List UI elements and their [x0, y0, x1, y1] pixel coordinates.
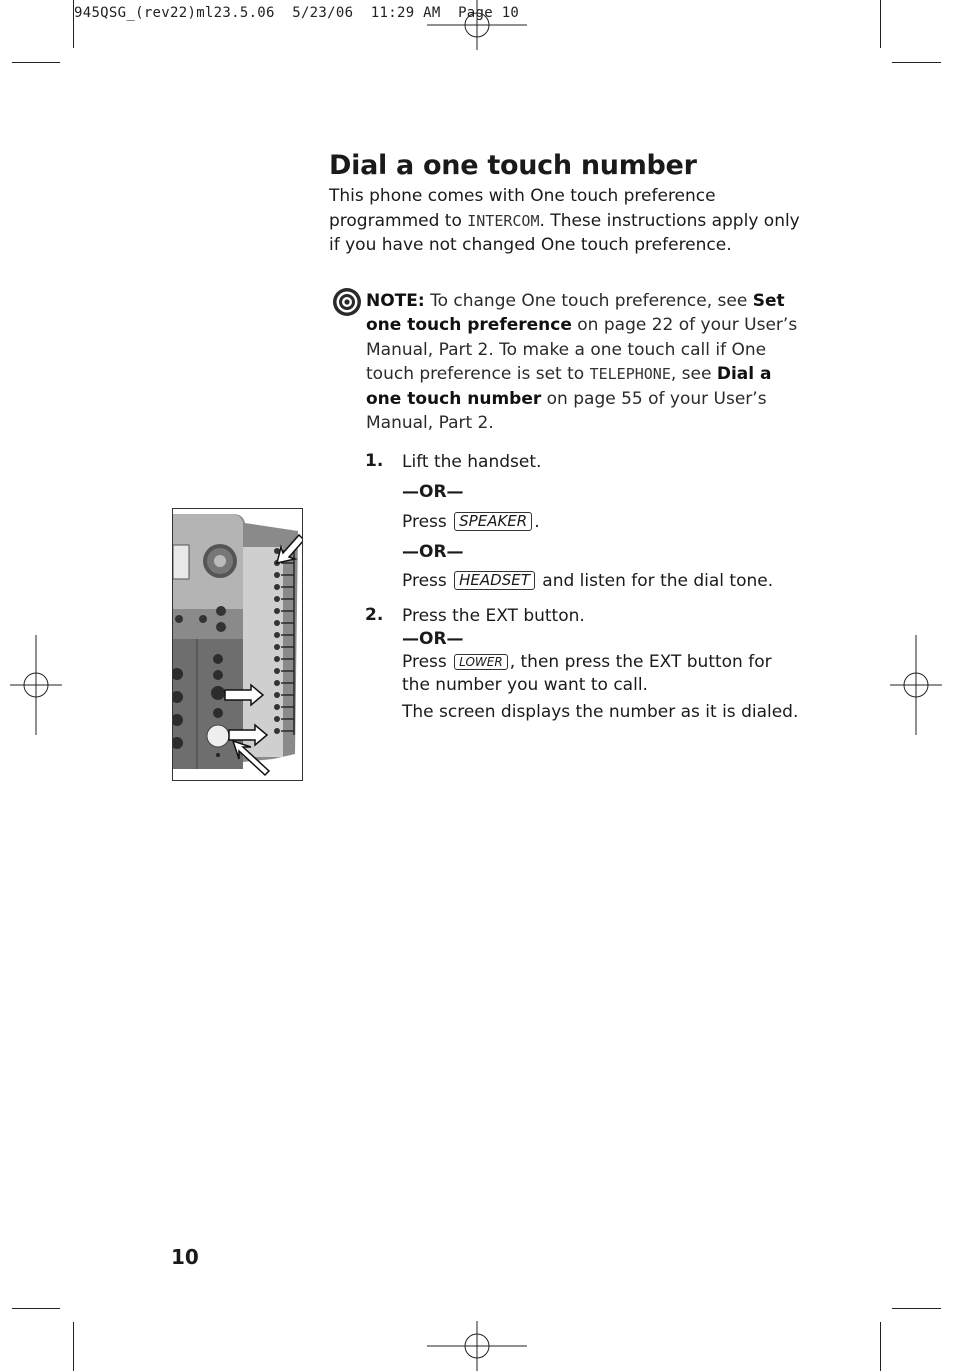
press-text: Press [402, 571, 447, 591]
registration-mark-icon [427, 0, 527, 50]
crop-mark [880, 1322, 881, 1371]
note-text: To change One touch preference, see [424, 291, 753, 311]
step-number: 2. [365, 605, 384, 625]
or-separator: —OR— [402, 542, 464, 562]
note-text: , see [670, 364, 717, 385]
lcd-telephone-text: TELEPHONE [589, 365, 671, 384]
step-text: and listen for the dial tone. [542, 571, 774, 591]
note-link-set-one-touch: Set one touch preference [366, 291, 785, 336]
note-text: on page 22 of your User’s Manual, Part 2. To make a one touch call if One touch preference is set to [366, 315, 798, 385]
or-separator: —OR— [402, 482, 464, 502]
intro-paragraph [329, 184, 809, 258]
intro-text: . These instructions apply only if you have not changed One touch preference. [329, 210, 800, 255]
press-text: Press [402, 652, 447, 672]
step-text: Press the EXT button. [402, 606, 585, 626]
crop-mark [892, 62, 941, 63]
speaker-key: SPEAKER [454, 512, 532, 531]
crop-mark [73, 0, 74, 48]
lower-key: LOWER [454, 654, 508, 670]
step-text: The screen displays the number as it is dialed. [402, 702, 799, 722]
note-text: on page 55 of your User’s Manual, Part 2. [366, 388, 767, 434]
step-text: Lift the handset. [402, 452, 542, 472]
phone-illustration [172, 508, 303, 781]
intro-text: This phone comes with One touch preference programmed to [329, 186, 716, 231]
note-label: NOTE: [366, 291, 425, 311]
phone-base-image [173, 509, 302, 780]
page-title: Dial a one touch number [329, 150, 697, 181]
registration-mark-icon [427, 1321, 527, 1371]
note-target-icon [332, 287, 362, 317]
registration-mark-icon [10, 635, 62, 735]
step-text [402, 651, 772, 673]
crop-mark [880, 0, 881, 48]
step-text [402, 511, 540, 533]
headset-key: HEADSET [454, 571, 535, 590]
step-text: , then press the EXT button for [509, 652, 772, 672]
crop-mark [12, 1308, 60, 1309]
step-number: 1. [365, 451, 384, 471]
print-slug: 945QSG_(rev22)ml23.5.06 5/23/06 11:29 AM Page 10 [74, 5, 520, 21]
press-text: Press [402, 512, 447, 532]
step-text: the number you want to call. [402, 675, 648, 695]
registration-mark-icon [890, 635, 942, 735]
or-separator: —OR— [402, 629, 464, 649]
period-text: . [534, 512, 540, 532]
page-number: 10 [171, 1245, 199, 1269]
lcd-intercom-text: INTERCOM [467, 211, 540, 230]
note-paragraph [366, 289, 806, 435]
step-text [402, 570, 773, 592]
note-link-dial-one-touch: Dial a one touch number [366, 364, 772, 409]
crop-mark [892, 1308, 941, 1309]
crop-mark [12, 62, 60, 63]
crop-mark [73, 1322, 74, 1371]
